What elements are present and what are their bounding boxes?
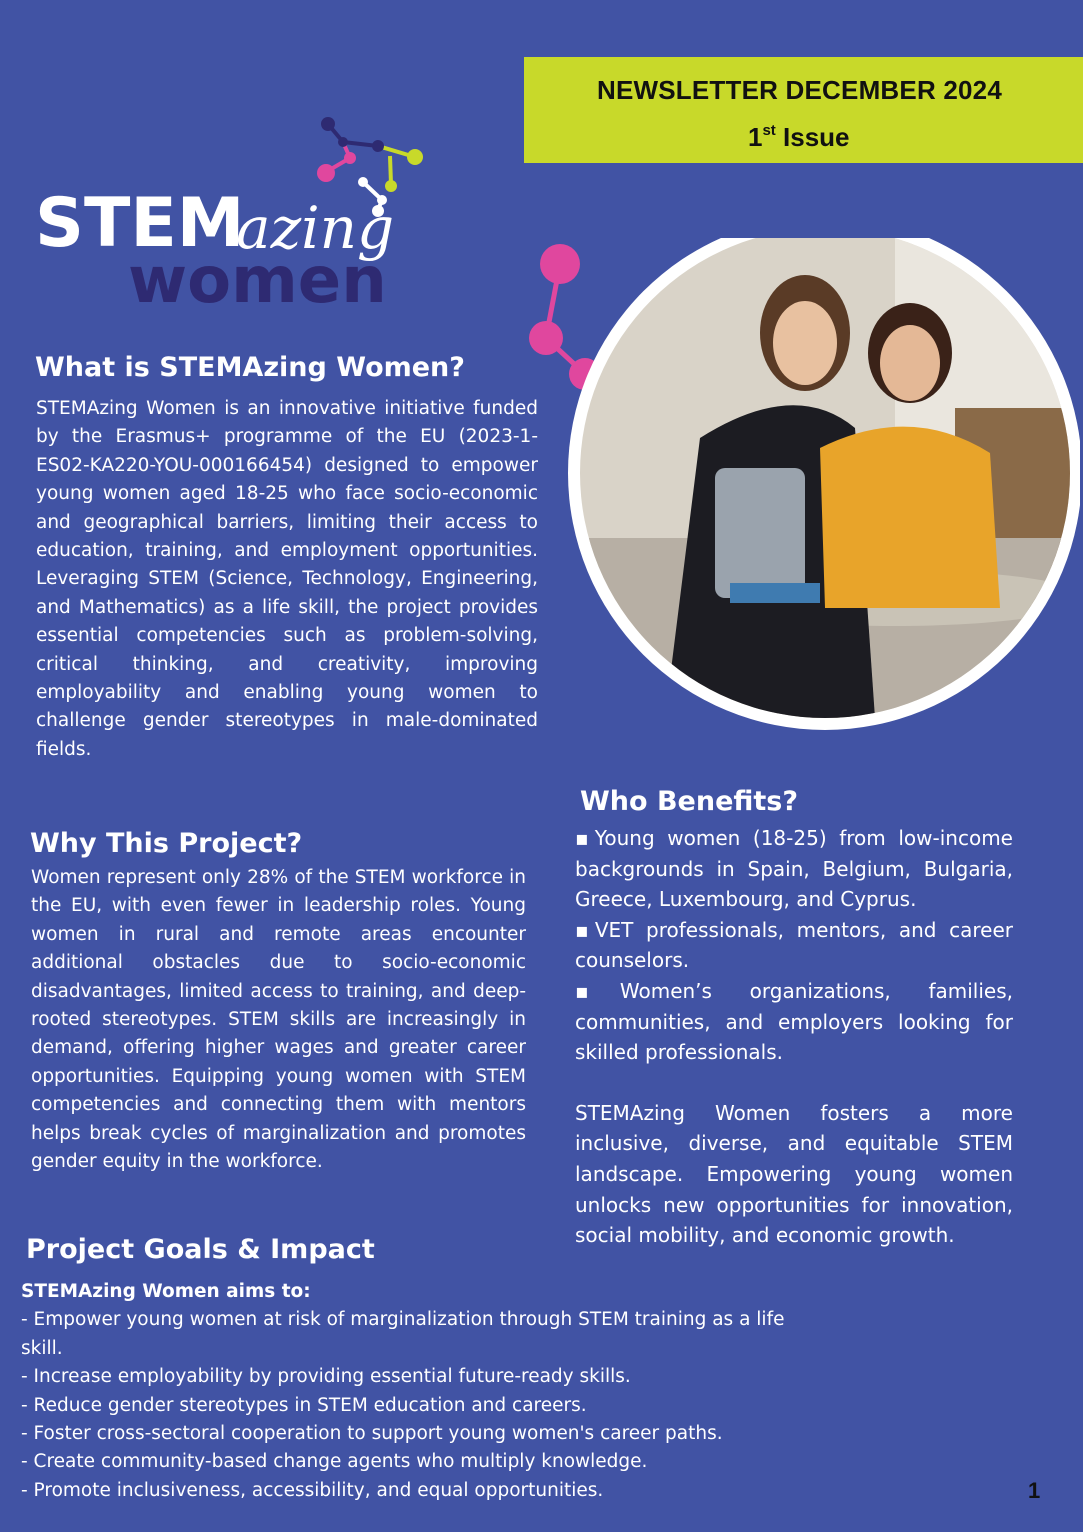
logo-women-text: women [128, 244, 387, 310]
logo-graphic [30, 110, 500, 310]
photo-content [565, 238, 1080, 738]
goal-item: - Reduce gender stereotypes in STEM education and careers. [21, 1394, 587, 1416]
hero-photo [515, 238, 1080, 738]
logo-azing-text: azing [236, 194, 395, 262]
logo-stem-text: STEM [35, 184, 245, 263]
page-number: 1 [1028, 1478, 1041, 1503]
what-heading: What is STEMAzing Women? [35, 352, 465, 383]
goal-item: - Create community-based change agents who multiply knowledge. [21, 1451, 648, 1473]
who-list [575, 823, 1013, 1251]
who-item: ▪VET professionals, mentors, and career counselors. [575, 917, 1013, 973]
who-item: ▪Young women (18-25) from low-income backgrounds in Spain, Belgium, Bulgaria, Greece, Luxembourg, and Cyprus. [575, 826, 1013, 912]
newsletter-title: NEWSLETTER DECEMBER 2024 [597, 75, 1002, 105]
stemazing-women-logo [30, 110, 500, 310]
issue-number: 1 [748, 122, 763, 152]
issue-text: Issue [775, 122, 850, 152]
goals-list [21, 1278, 801, 1505]
goal-item: - Foster cross-sectoral cooperation to support young women's career paths. [21, 1423, 723, 1445]
why-heading: Why This Project? [30, 828, 303, 859]
goals-heading: Project Goals & Impact [26, 1234, 375, 1265]
goal-item: - Empower young women at risk of marginalization through STEM training as a life skill. [21, 1309, 785, 1359]
why-body: Women represent only 28% of the STEM workforce in the EU, with even fewer in leadership roles. Young women in rural and remote areas encounter additional obstacles due to socio-economic disadvantages, limited access to training, and deep-rooted stereotypes. STEM skills are increasingly in demand, offering higher wages and greater career opportunities. Equipping young women with STEM competencies and connecting them with mentors helps break cycles of marginalization and promotes gender equity in the workforce. [31, 867, 526, 1173]
who-heading: Who Benefits? [580, 786, 799, 817]
pink-molecule-icon [529, 244, 601, 390]
who-closing: STEMAzing Women fosters a more inclusive, diverse, and equitable STEM landscape. Empowering young women unlocks new opportunities for innovation, social mobility, and economic growth. [575, 1100, 1013, 1248]
issue-suffix: st [762, 122, 776, 139]
issue-label [748, 122, 850, 153]
goal-item: - Promote inclusiveness, accessibility, and equal opportunities. [21, 1479, 604, 1501]
goals-lead: STEMAzing Women aims to: [21, 1281, 311, 1302]
newsletter-banner [524, 57, 1083, 163]
goal-item: - Increase employability by providing essential future-ready skills. [21, 1366, 631, 1388]
who-item: ▪Women’s organizations, families, communities, and employers looking for skilled professionals. [575, 978, 1013, 1065]
what-body: STEMAzing Women is an innovative initiative funded by the Erasmus+ programme of the EU (2023-1-ES02-KA220-YOU-000166454) designed to empower young women aged 18-25 who face socio-economic and geographical barriers, limiting their access to education, training, and employment opportunities. Leveraging STEM (Science, Technology, Engineering, and Mathematics) as a life skill, the project provides essential competencies such as problem-solving, critical thinking, and creativity, improving employability and enabling young women to challenge gender stereotypes in male-dominated fields. [36, 398, 538, 760]
